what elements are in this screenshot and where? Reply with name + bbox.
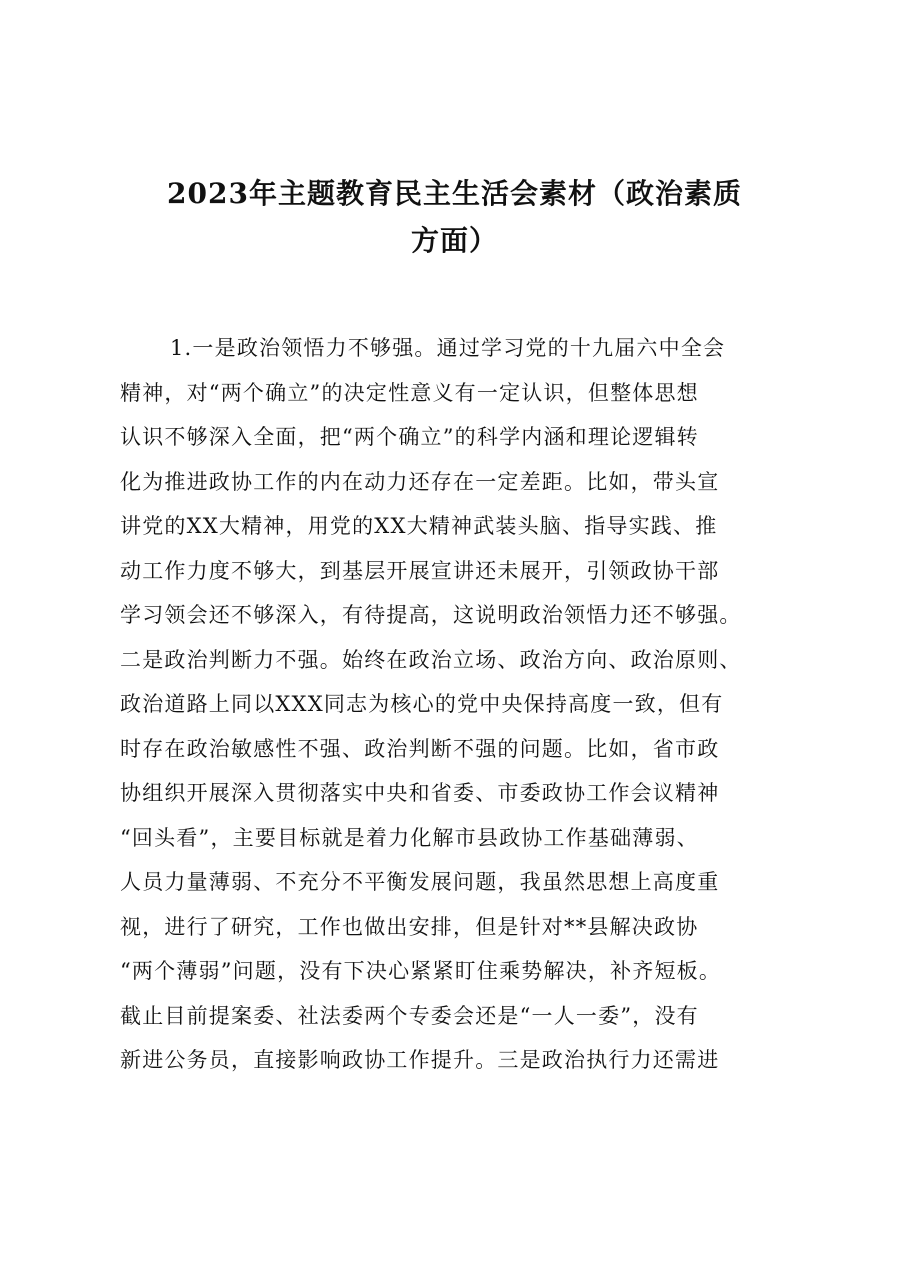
body-line: 政治道路上同以XXX同志为核心的党中央保持高度一致，但有 [120, 692, 724, 716]
body-line: 讲党的XX大精神，用党的XX大精神武装头脑、指导实践、推 [120, 514, 718, 538]
body-line: 视，进行了研究，工作也做出安排，但是针对**县解决政协 [120, 914, 699, 939]
body-line: 学习领会还不够深入，有待提高，这说明政治领悟力还不够强。 [120, 603, 742, 627]
title-line-1: 2023年主题教育民主生活会素材（政治素质 [167, 177, 742, 210]
body-line: 时存在政治敏感性不强、政治判断不强的问题。比如，省市政 [120, 736, 720, 761]
body-line: “回头看”，主要目标就是着力化解市县政协工作基础薄弱、 [120, 825, 699, 850]
body-line: 人员力量薄弱、不充分不平衡发展问题，我虽然思想上高度重 [120, 870, 720, 894]
body-line: 精神，对“两个确立”的决定性意义有一定认识，但整体思想 [120, 380, 699, 405]
body-line: 1.一是政治领悟力不够强。通过学习党的十九届六中全会 [170, 336, 726, 360]
body-line: 截止目前提案委、社法委两个专委会还是“一人一委”，没有 [120, 1003, 699, 1028]
body-line: 动工作力度不够大，到基层开展宣讲还未展开，引领政协干部 [120, 558, 720, 583]
body-line: 二是政治判断力不强。始终在政治立场、政治方向、政治原则、 [120, 647, 742, 672]
body-line: 认识不够深入全面，把“两个确立”的科学内涵和理论逻辑转 [120, 425, 699, 449]
document-title [0, 170, 909, 264]
document-body [120, 326, 810, 1083]
body-line: 协组织开展深入贯彻落实中央和省委、市委政协工作会议精神 [120, 781, 720, 805]
body-line: “两个薄弱”问题，没有下决心紧紧盯住乘势解决，补齐短板。 [120, 959, 722, 983]
body-line: 新进公务员，直接影响政协工作提升。三是政治执行力还需进 [120, 1048, 720, 1072]
title-line-2: 方面） [410, 224, 498, 257]
body-line: 化为推进政协工作的内在动力还存在一定差距。比如，带头宣 [120, 469, 720, 494]
